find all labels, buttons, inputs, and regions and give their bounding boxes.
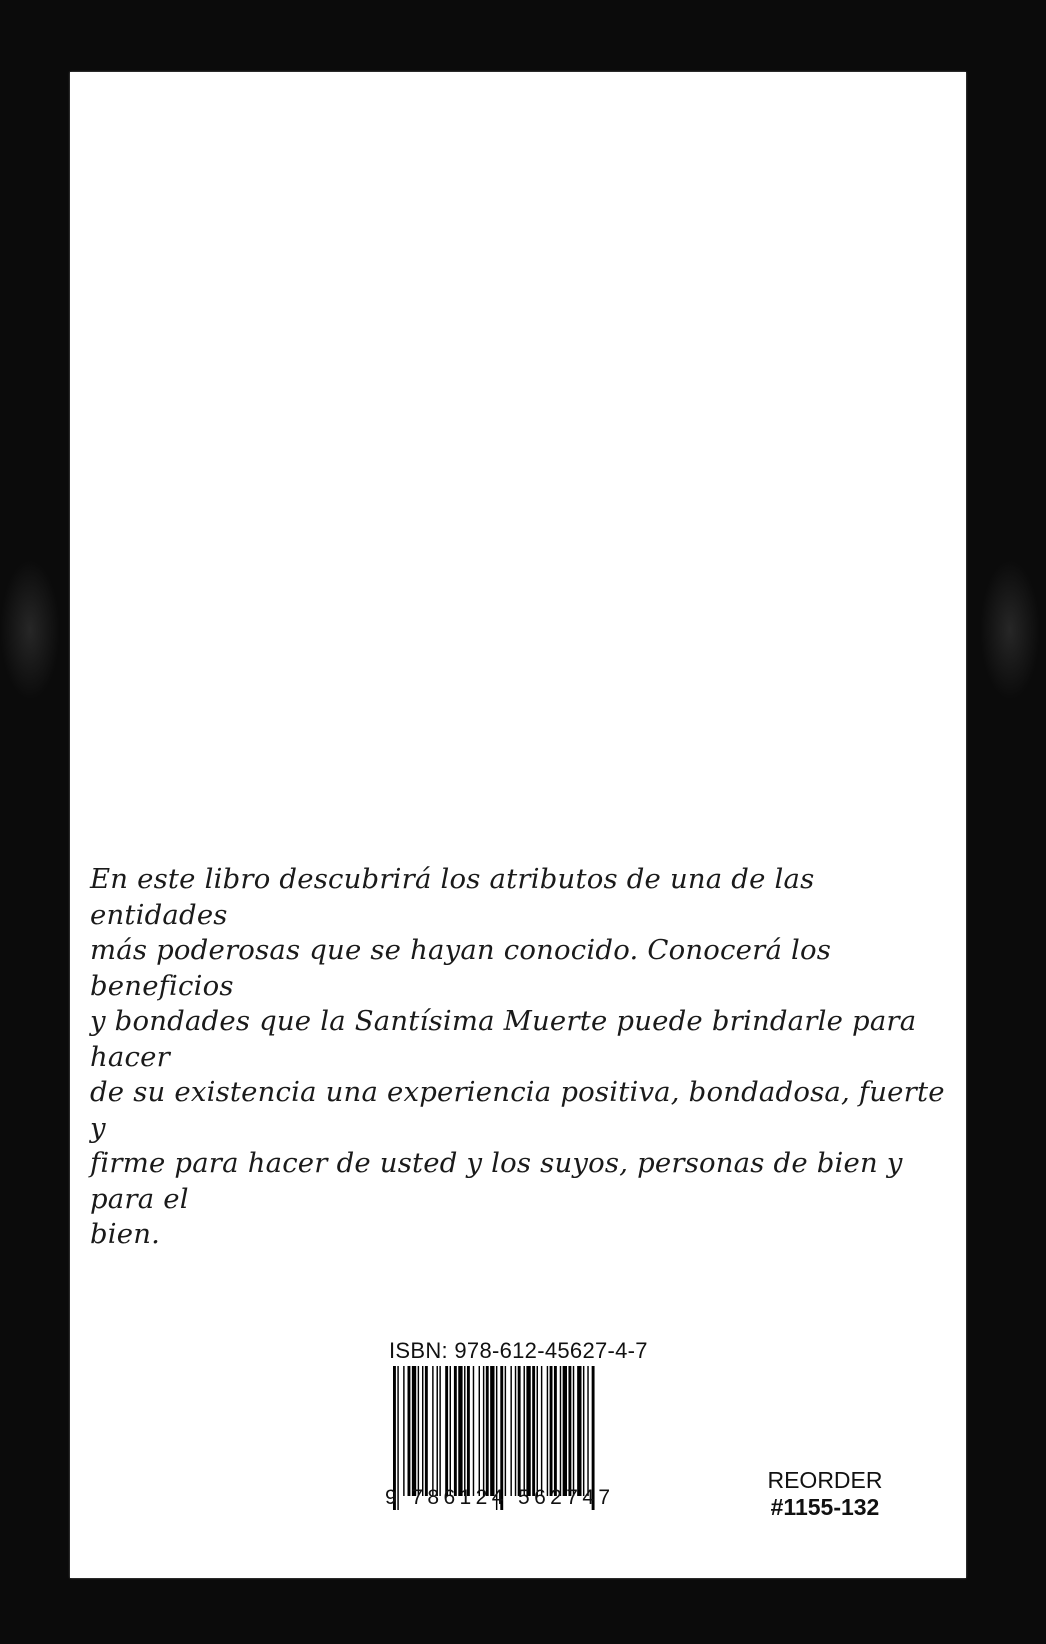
description-line: y bondades que la Santísima Muerte puede brindarle para hacer	[90, 1005, 917, 1073]
reorder-number: #1155-132	[770, 1494, 880, 1520]
reorder-info	[760, 1467, 890, 1521]
isbn-label: ISBN: 978-612-45627-4-7	[389, 1338, 648, 1363]
description-line: bien.	[90, 1218, 161, 1250]
scan-glare	[980, 560, 1040, 700]
description-line: de su existencia una experiencia positiva, bondadosa, fuerte y	[90, 1076, 945, 1144]
barcode-digits: 9 786124 562747	[385, 1486, 615, 1509]
reorder-label: REORDER	[767, 1467, 883, 1493]
description-line: más poderosas que se hayan conocido. Conocerá los beneficios	[90, 934, 832, 1002]
back-cover-page	[70, 72, 966, 1578]
isbn-barcode-block	[385, 1338, 677, 1510]
scan-glare	[0, 560, 60, 700]
description-line: En este libro descubrirá los atributos de una de las entidades	[90, 863, 815, 931]
book-description	[90, 862, 960, 1253]
description-line: firme para hacer de usted y los suyos, personas de bien y para el	[90, 1147, 903, 1215]
